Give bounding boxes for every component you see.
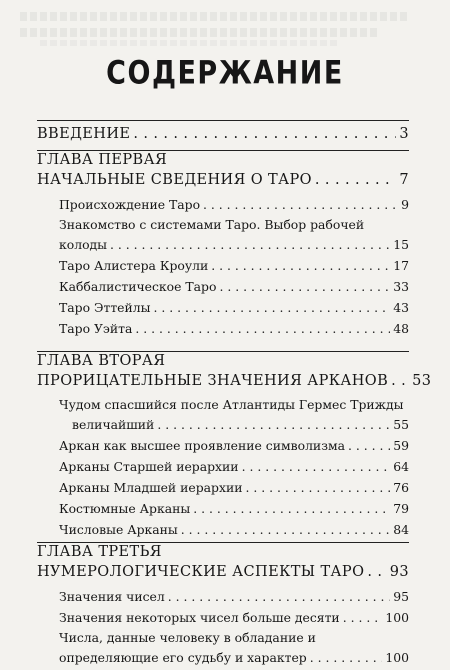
- entry-title-line[interactable]: Числа, данные человеку в обладание и: [59, 630, 316, 645]
- page-number: 53: [412, 373, 432, 389]
- dot-leader: [348, 435, 390, 456]
- entry-title: Каббалистическое Таро: [59, 279, 217, 294]
- toc-entry[interactable]: [59, 234, 409, 255]
- dot-leader: [343, 607, 383, 628]
- dot-leader: [181, 519, 390, 540]
- toc-entry[interactable]: [59, 194, 409, 215]
- page-number: 93: [389, 564, 409, 580]
- dot-leader: [245, 477, 390, 498]
- entry-title: Костюмные Арканы: [59, 501, 191, 516]
- chapter-label: ГЛАВА ВТОРАЯ: [37, 353, 166, 369]
- page-number: 95: [393, 589, 409, 604]
- toc-entry[interactable]: [59, 297, 409, 318]
- entry-title: Числовые Арканы: [59, 522, 178, 537]
- chapter-title-row[interactable]: [37, 170, 409, 190]
- page-number: 43: [393, 300, 409, 315]
- toc-entry[interactable]: [72, 414, 409, 435]
- dot-leader: [391, 371, 409, 391]
- entry-title-cont: определяющие его судьбу и характер: [59, 650, 307, 665]
- entry-title: Происхождение Таро: [59, 197, 201, 212]
- table-of-contents: [37, 120, 432, 668]
- page-number: 48: [393, 321, 409, 336]
- dot-leader: [367, 562, 386, 582]
- entry-title: Арканы Младшей иерархии: [59, 480, 243, 495]
- page-number: 15: [393, 237, 409, 252]
- toc-entry[interactable]: [59, 647, 409, 668]
- toc-intro[interactable]: [37, 123, 409, 145]
- dot-leader: [135, 318, 390, 339]
- entry-title-cont: колоды: [59, 237, 108, 252]
- page-number: 79: [393, 501, 409, 516]
- intro-label: ВВЕДЕНИЕ: [37, 126, 131, 142]
- chapter-title-row[interactable]: [37, 371, 432, 391]
- page-number: 76: [393, 480, 409, 495]
- dot-leader: [203, 194, 398, 215]
- entry-title-cont: величайший: [72, 417, 155, 432]
- entry-title: Значения чисел: [59, 589, 165, 604]
- page-number: 59: [393, 438, 409, 453]
- page-number: 9: [401, 197, 409, 212]
- dot-leader: [157, 414, 390, 435]
- bleed-through-text: [40, 40, 340, 46]
- toc-entry[interactable]: [59, 498, 409, 519]
- page-number: 55: [393, 417, 409, 432]
- toc-entry[interactable]: [59, 435, 409, 456]
- toc-entry[interactable]: [59, 519, 409, 540]
- dot-leader: [133, 123, 396, 145]
- chapter-title-row[interactable]: [37, 562, 409, 582]
- chapter-label: ГЛАВА ТРЕТЬЯ: [37, 544, 162, 560]
- page-number: 84: [393, 522, 409, 537]
- entry-title-line[interactable]: Знакомство с системами Таро. Выбор рабочей: [59, 217, 365, 232]
- toc-entry[interactable]: [59, 477, 409, 498]
- page-number: 3: [399, 126, 409, 142]
- dot-leader: [193, 498, 390, 519]
- entry-title: Таро Уэйта: [59, 321, 133, 336]
- dot-leader: [315, 170, 396, 190]
- dot-leader: [110, 234, 390, 255]
- entry-title: Таро Алистера Кроули: [59, 258, 209, 273]
- toc-entry[interactable]: [59, 456, 409, 477]
- toc-entry[interactable]: [59, 276, 409, 297]
- dot-leader: [219, 276, 390, 297]
- toc-entry[interactable]: [59, 318, 409, 339]
- entry-title-line[interactable]: Чудом спасшийся после Атлантиды Гермес Трижды: [59, 397, 404, 412]
- chapter-title: ПРОРИЦАТЕЛЬНЫЕ ЗНАЧЕНИЯ АРКАНОВ: [37, 373, 389, 389]
- chapter-label: ГЛАВА ПЕРВАЯ: [37, 152, 168, 168]
- chapter-title: НУМЕРОЛОГИЧЕСКИЕ АСПЕКТЫ ТАРО: [37, 564, 365, 580]
- dot-leader: [211, 255, 390, 276]
- dot-leader: [154, 297, 391, 318]
- dot-leader: [310, 647, 383, 668]
- divider-rule: [37, 120, 409, 121]
- toc-entry[interactable]: [59, 607, 409, 628]
- entry-title: Значения некоторых чисел больше десяти: [59, 610, 340, 625]
- page-number: 33: [393, 279, 409, 294]
- page-number: 100: [385, 650, 409, 665]
- bleed-through-text: [20, 12, 410, 21]
- page-number: 7: [399, 172, 409, 188]
- page-number: 64: [393, 459, 409, 474]
- entry-title: Арканы Старшей иерархии: [59, 459, 239, 474]
- entry-title: Аркан как высшее проявление символизма: [59, 438, 345, 453]
- dot-leader: [168, 586, 390, 607]
- chapter-title: НАЧАЛЬНЫЕ СВЕДЕНИЯ О ТАРО: [37, 172, 312, 188]
- entry-title: Таро Эттейлы: [59, 300, 151, 315]
- dot-leader: [242, 456, 391, 477]
- page-number: 17: [393, 258, 409, 273]
- toc-entry[interactable]: [59, 255, 409, 276]
- page-number: 100: [385, 610, 409, 625]
- bleed-through-text: [20, 28, 380, 37]
- toc-entry[interactable]: [59, 586, 409, 607]
- page-title: СОДЕРЖАНИЕ: [106, 55, 344, 92]
